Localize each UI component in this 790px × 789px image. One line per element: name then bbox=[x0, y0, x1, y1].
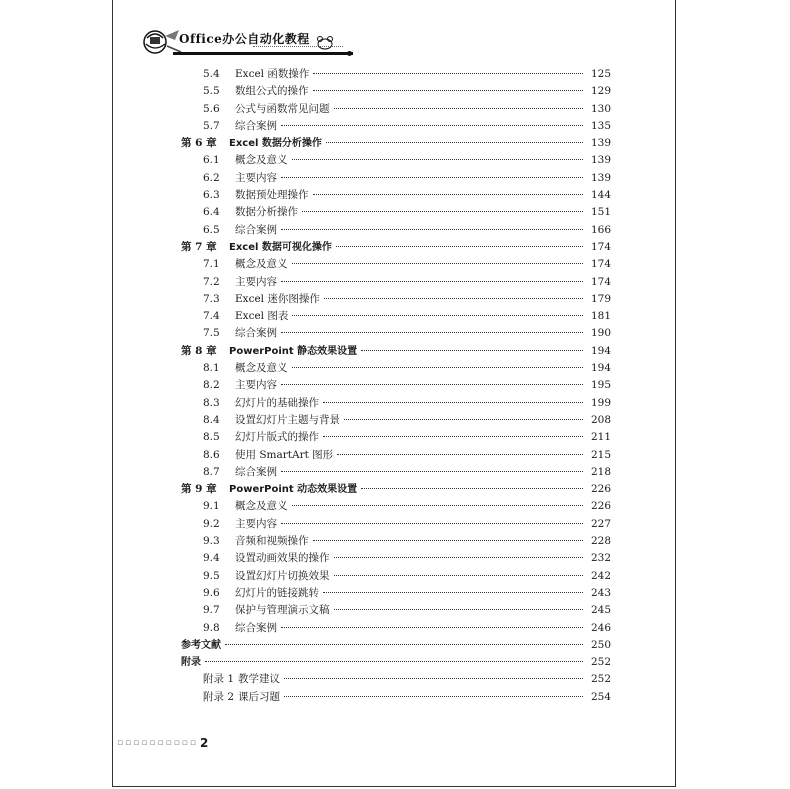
toc-entry-number: 8.7 bbox=[203, 465, 220, 478]
toc-entry-page: 245 bbox=[590, 604, 611, 617]
toc-dot-leader bbox=[361, 350, 583, 351]
toc-entry-title: Excel 数据分析操作 bbox=[229, 138, 322, 150]
toc-entry-page: 246 bbox=[590, 621, 611, 634]
toc-entry-page: 243 bbox=[590, 586, 611, 599]
toc-dot-leader bbox=[292, 315, 583, 316]
toc-entry-page: 194 bbox=[590, 344, 611, 357]
toc-entry-number: 9.1 bbox=[203, 500, 220, 513]
toc-entry-number: 6.4 bbox=[203, 206, 220, 219]
toc-entry-number: 7.5 bbox=[203, 327, 220, 340]
toc-dot-leader bbox=[292, 367, 584, 368]
footer-dots: ▫▫▫▫▫▫▫▫▫▫ bbox=[117, 738, 198, 748]
page-footer bbox=[117, 736, 208, 750]
toc-entry-page: 166 bbox=[590, 223, 611, 236]
toc-dot-leader bbox=[361, 488, 583, 489]
toc-entry-title: PowerPoint 动态效果设置 bbox=[229, 484, 358, 496]
toc-dot-leader bbox=[292, 159, 584, 160]
toc-dot-leader bbox=[323, 402, 583, 403]
toc-dot-leader bbox=[326, 142, 583, 143]
toc-entry-title: 综合案例 bbox=[235, 327, 277, 340]
toc-entry-number: 8.5 bbox=[203, 431, 220, 444]
toc-dot-leader bbox=[313, 90, 584, 91]
toc-entry bbox=[181, 498, 611, 515]
toc-entry-number: 8.3 bbox=[203, 396, 220, 409]
toc-dot-leader bbox=[344, 419, 583, 420]
toc-entry-title: 数据分析操作 bbox=[235, 206, 298, 219]
toc-dot-leader bbox=[334, 557, 584, 558]
toc-entry bbox=[181, 83, 611, 100]
toc-entry-page: 139 bbox=[590, 154, 611, 167]
table-of-contents bbox=[181, 66, 611, 706]
toc-entry-page: 226 bbox=[590, 483, 611, 496]
toc-dot-leader bbox=[281, 229, 583, 230]
toc-entry-title: 音频和视频操作 bbox=[235, 535, 309, 548]
toc-entry-title: 综合案例 bbox=[235, 465, 277, 478]
toc-dot-leader bbox=[281, 125, 583, 126]
toc-entry-page: 211 bbox=[590, 431, 611, 444]
toc-entry-number: 5.5 bbox=[203, 85, 220, 98]
toc-dot-leader bbox=[334, 108, 584, 109]
toc-entry bbox=[181, 568, 611, 585]
header-rule bbox=[173, 52, 353, 55]
toc-entry-page: 194 bbox=[590, 362, 611, 375]
toc-entry-number: 7.4 bbox=[203, 310, 220, 323]
toc-entry-title: 使用 SmartArt 图形 bbox=[235, 448, 334, 461]
toc-entry-page: 179 bbox=[590, 292, 611, 305]
toc-entry-number: 第 7 章 bbox=[181, 240, 217, 253]
toc-entry-title: 教学建议 bbox=[238, 673, 281, 686]
toc-entry-title: Excel 图表 bbox=[235, 310, 289, 323]
toc-entry bbox=[181, 152, 611, 169]
toc-entry bbox=[181, 187, 611, 204]
toc-entry-number: 附录 2 bbox=[203, 690, 235, 703]
toc-entry-title: 设置幻灯片切换效果 bbox=[235, 569, 330, 582]
toc-dot-leader bbox=[284, 678, 583, 679]
toc-dot-leader bbox=[281, 177, 583, 178]
toc-dot-leader bbox=[313, 540, 584, 541]
toc-entry-number: 附录 1 bbox=[203, 673, 235, 686]
toc-entry-page: 252 bbox=[590, 673, 611, 686]
toc-entry bbox=[181, 222, 611, 239]
toc-entry-title: 设置动画效果的操作 bbox=[235, 552, 330, 565]
toc-entry bbox=[181, 620, 611, 637]
toc-entry-title: Excel 数据可视化操作 bbox=[229, 241, 332, 253]
toc-entry-title: 主要内容 bbox=[235, 275, 277, 288]
toc-entry-title: 设置幻灯片主题与背景 bbox=[235, 413, 340, 426]
toc-entry-page: 174 bbox=[590, 240, 611, 253]
toc-entry bbox=[181, 395, 611, 412]
toc-entry-title: Excel 函数操作 bbox=[235, 68, 310, 80]
toc-entry-number: 9.6 bbox=[203, 586, 220, 599]
toc-entry-page: 232 bbox=[590, 552, 611, 565]
toc-entry bbox=[181, 671, 611, 688]
toc-dot-leader bbox=[284, 696, 583, 697]
toc-entry-page: 125 bbox=[590, 68, 611, 80]
toc-entry-page: 174 bbox=[590, 258, 611, 271]
toc-entry bbox=[181, 516, 611, 533]
toc-entry-title: 公式与函数常见问题 bbox=[235, 102, 330, 115]
toc-dot-leader bbox=[281, 471, 583, 472]
toc-entry-number: 6.3 bbox=[203, 189, 220, 202]
toc-entry bbox=[181, 239, 611, 256]
toc-entry-title: 概念及意义 bbox=[235, 154, 288, 167]
toc-entry bbox=[181, 343, 611, 360]
toc-entry-title: 概念及意义 bbox=[235, 362, 288, 375]
toc-entry-number: 第 8 章 bbox=[181, 344, 217, 357]
toc-entry-number: 8.4 bbox=[203, 413, 220, 426]
toc-entry-page: 139 bbox=[590, 171, 611, 184]
toc-entry-number: 9.8 bbox=[203, 621, 220, 634]
toc-dot-leader bbox=[281, 281, 583, 282]
toc-entry bbox=[181, 325, 611, 342]
toc-entry-page: 129 bbox=[590, 85, 611, 98]
toc-entry bbox=[181, 637, 611, 654]
toc-dot-leader bbox=[337, 454, 583, 455]
page-number: 2 bbox=[200, 736, 209, 750]
toc-dot-leader bbox=[323, 436, 583, 437]
running-header bbox=[113, 20, 677, 60]
toc-entry bbox=[181, 412, 611, 429]
toc-entry-number: 7.2 bbox=[203, 275, 220, 288]
toc-entry bbox=[181, 274, 611, 291]
toc-entry-number: 5.7 bbox=[203, 119, 220, 132]
toc-entry-title: 附录 bbox=[181, 657, 201, 669]
toc-dot-leader bbox=[336, 246, 583, 247]
toc-entry bbox=[181, 101, 611, 118]
header-title: Office办公自动化教程 bbox=[179, 32, 310, 46]
toc-dot-leader bbox=[334, 609, 584, 610]
toc-entry-title: 综合案例 bbox=[235, 119, 277, 132]
toc-entry bbox=[181, 204, 611, 221]
toc-dot-leader bbox=[205, 661, 583, 662]
toc-entry bbox=[181, 308, 611, 325]
toc-entry-title: 幻灯片的基础操作 bbox=[235, 396, 319, 409]
toc-entry-title: 主要内容 bbox=[235, 517, 277, 530]
toc-entry bbox=[181, 533, 611, 550]
toc-entry-title: 数组公式的操作 bbox=[235, 85, 309, 98]
toc-entry-number: 6.5 bbox=[203, 223, 220, 236]
toc-entry-page: 218 bbox=[590, 465, 611, 478]
toc-entry bbox=[181, 464, 611, 481]
toc-entry-number: 9.3 bbox=[203, 535, 220, 548]
toc-entry bbox=[181, 654, 611, 671]
page-frame bbox=[112, 0, 676, 787]
toc-entry bbox=[181, 256, 611, 273]
toc-dot-leader bbox=[323, 592, 583, 593]
toc-dot-leader bbox=[313, 73, 583, 74]
toc-entry-page: 199 bbox=[590, 396, 611, 409]
toc-entry-page: 174 bbox=[590, 275, 611, 288]
toc-entry-title: 保护与管理演示文稿 bbox=[235, 604, 330, 617]
toc-entry-page: 135 bbox=[590, 119, 611, 132]
toc-entry-title: 综合案例 bbox=[235, 223, 277, 236]
toc-dot-leader bbox=[324, 298, 583, 299]
toc-entry bbox=[181, 377, 611, 394]
toc-dot-leader bbox=[281, 523, 583, 524]
toc-dot-leader bbox=[292, 505, 584, 506]
toc-dot-leader bbox=[292, 263, 584, 264]
toc-entry-number: 8.6 bbox=[203, 448, 220, 461]
toc-entry-number: 第 9 章 bbox=[181, 483, 217, 496]
toc-entry-number: 9.7 bbox=[203, 604, 220, 617]
toc-entry-number: 8.1 bbox=[203, 362, 220, 375]
toc-entry-number: 7.1 bbox=[203, 258, 220, 271]
toc-entry bbox=[181, 360, 611, 377]
toc-entry-page: 227 bbox=[590, 517, 611, 530]
toc-entry-page: 139 bbox=[590, 137, 611, 150]
toc-entry-title: 数据预处理操作 bbox=[235, 189, 309, 202]
toc-dot-leader bbox=[225, 644, 583, 645]
toc-entry-page: 151 bbox=[590, 206, 611, 219]
toc-entry bbox=[181, 481, 611, 498]
toc-entry-page: 208 bbox=[590, 413, 611, 426]
toc-entry-page: 144 bbox=[590, 189, 611, 202]
toc-entry-title: 概念及意义 bbox=[235, 500, 288, 513]
toc-entry bbox=[181, 170, 611, 187]
toc-dot-leader bbox=[281, 332, 583, 333]
toc-entry-page: 190 bbox=[590, 327, 611, 340]
toc-entry-title: 参考文献 bbox=[181, 639, 221, 651]
toc-entry-number: 9.2 bbox=[203, 517, 220, 530]
toc-entry-title: 综合案例 bbox=[235, 621, 277, 634]
toc-entry-page: 252 bbox=[590, 656, 611, 669]
toc-entry bbox=[181, 447, 611, 464]
header-rule-dot bbox=[347, 51, 352, 56]
toc-entry bbox=[181, 66, 611, 83]
toc-entry-page: 195 bbox=[590, 379, 611, 392]
toc-entry-page: 242 bbox=[590, 569, 611, 582]
toc-entry-number: 7.3 bbox=[203, 292, 220, 305]
toc-entry bbox=[181, 429, 611, 446]
toc-entry-page: 181 bbox=[590, 310, 611, 323]
toc-entry-number: 第 6 章 bbox=[181, 137, 217, 150]
toc-entry-page: 130 bbox=[590, 102, 611, 115]
toc-entry-number: 5.4 bbox=[203, 68, 220, 80]
toc-entry-title: PowerPoint 静态效果设置 bbox=[229, 345, 358, 357]
toc-entry-page: 254 bbox=[590, 690, 611, 703]
toc-entry-title: 主要内容 bbox=[235, 171, 277, 184]
toc-entry-title: 幻灯片版式的操作 bbox=[235, 431, 319, 444]
toc-entry bbox=[181, 689, 611, 706]
toc-entry bbox=[181, 135, 611, 152]
toc-dot-leader bbox=[302, 211, 583, 212]
toc-entry-title: 主要内容 bbox=[235, 379, 277, 392]
toc-entry-number: 6.2 bbox=[203, 171, 220, 184]
toc-entry-number: 9.5 bbox=[203, 569, 220, 582]
toc-entry-title: 幻灯片的链接跳转 bbox=[235, 586, 319, 599]
toc-entry-page: 215 bbox=[590, 448, 611, 461]
toc-entry-page: 226 bbox=[590, 500, 611, 513]
toc-entry-number: 6.1 bbox=[203, 154, 220, 167]
toc-entry bbox=[181, 550, 611, 567]
toc-entry-title: Excel 迷你图操作 bbox=[235, 292, 320, 305]
toc-dot-leader bbox=[334, 575, 584, 576]
toc-entry bbox=[181, 585, 611, 602]
toc-entry bbox=[181, 118, 611, 135]
toc-entry-title: 课后习题 bbox=[238, 690, 281, 703]
toc-entry bbox=[181, 291, 611, 308]
toc-entry-title: 概念及意义 bbox=[235, 258, 288, 271]
toc-entry-page: 250 bbox=[590, 638, 611, 651]
toc-dot-leader bbox=[313, 194, 584, 195]
toc-entry bbox=[181, 602, 611, 619]
mouse-icon bbox=[313, 36, 337, 50]
toc-dot-leader bbox=[281, 627, 583, 628]
toc-entry-number: 9.4 bbox=[203, 552, 220, 565]
toc-entry-page: 228 bbox=[590, 535, 611, 548]
toc-entry-number: 5.6 bbox=[203, 102, 220, 115]
toc-dot-leader bbox=[281, 384, 583, 385]
toc-entry-number: 8.2 bbox=[203, 379, 220, 392]
